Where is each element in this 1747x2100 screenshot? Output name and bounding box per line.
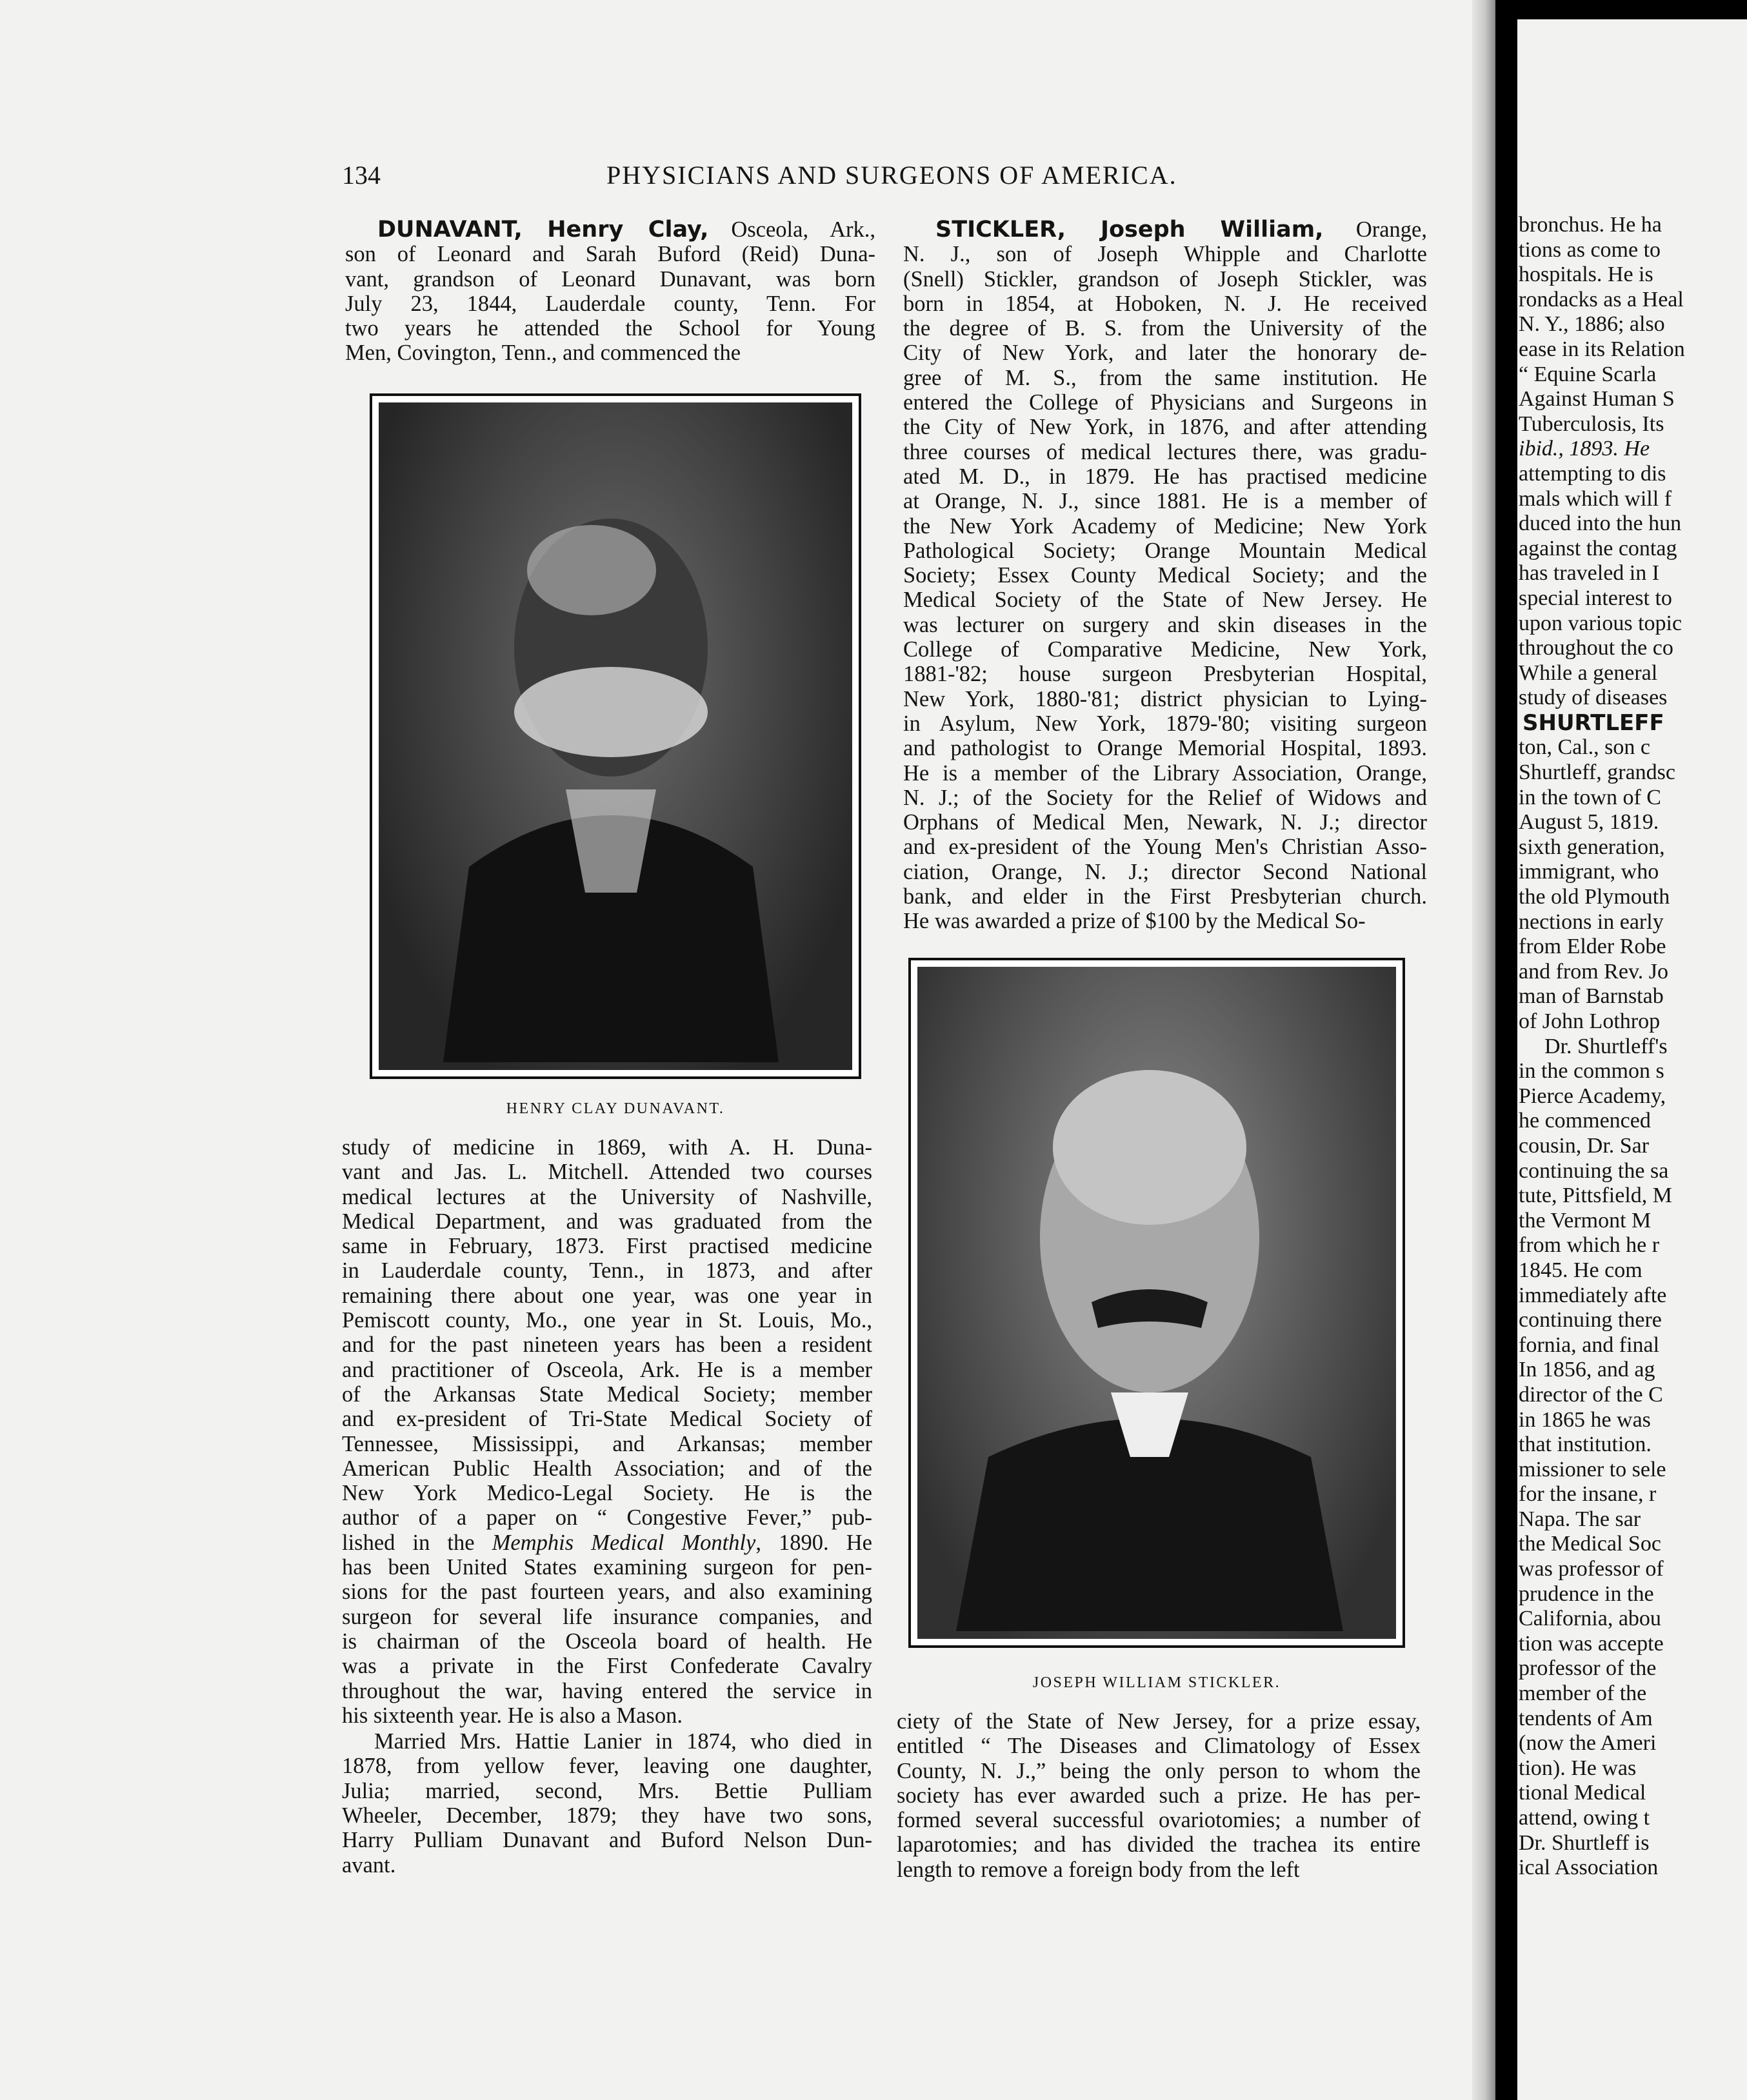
text-line: length to remove a foreign body from the left [897,1857,1300,1882]
portrait-photograph-icon [917,967,1396,1639]
text-line: and for the past nineteen years has been a resident [342,1332,872,1358]
text-line: Shurtleff, grandsc [1519,760,1675,785]
text-line: that institution. [1519,1432,1652,1457]
text-line: attend, owing t [1519,1806,1650,1830]
text-line: N. J., son of Joseph Whipple and Charlotte [903,242,1427,267]
text-line: in the common s [1519,1059,1664,1084]
dunavant-caption: HENRY CLAY DUNAVANT. [506,1100,725,1117]
text-line: and from Rev. Jo [1519,959,1668,984]
page-edge-mark [0,1780,49,1903]
text-line: from Elder Robe [1519,935,1666,959]
text-line: Tennessee, Mississippi, and Arkansas; member [342,1431,872,1456]
text-line: Medical Department, and was graduated from the [342,1209,872,1234]
text-line: continuing the sa [1519,1158,1669,1183]
text-line: and practitioner of Osceola, Ark. He is a member [342,1357,872,1382]
text-line: son of Leonard and Sarah Buford (Reid) Duna- [345,242,875,267]
text-line: against the contag [1519,536,1677,560]
text-line: of John Lothrop [1519,1009,1661,1033]
text-line: Napa. The sar [1519,1507,1641,1531]
text-line: from which he r [1519,1233,1660,1258]
dunavant-portrait [370,393,861,1079]
stickler-intro [903,217,1427,934]
text-line: Dr. Shurtleff's [1544,1034,1668,1058]
page-gutter [1472,0,1495,2100]
text-line: immigrant, who [1519,860,1659,884]
stickler-intro-lines [903,217,1427,934]
text-line: July 23, 1844, Lauderdale county, Tenn. For [345,291,875,316]
text-line: remaining there about one year, was one year in [342,1283,872,1308]
text-line: ton, Cal., son c [1519,735,1650,760]
text-line: ciety of the State of New Jersey, for a prize essay, [897,1709,1421,1734]
text-line: 1878, from yellow fever, leaving one daughter, [342,1754,872,1779]
text-line: avant. [342,1852,396,1877]
text-line: Harry Pulliam Dunavant and Buford Nelson Dun- [342,1828,872,1853]
text-line: Men, Covington, Tenn., and commenced the [345,341,741,366]
stickler-body [897,1709,1421,1882]
text-line: 1845. He com [1519,1258,1642,1282]
text-line: two years he attended the School for Young [345,316,875,341]
entry-name-heading: STICKLER, Joseph William, [935,217,1324,243]
text-line: tion was accepte [1519,1631,1664,1656]
text-line: tendents of Am [1519,1706,1653,1730]
text-line: sixth generation, [1519,835,1665,859]
text-line: throughout the co [1519,636,1673,660]
text-line: and ex-president of Tri-State Medical Society of [342,1407,872,1432]
text-line: in 1865 he was [1519,1407,1651,1432]
text-line: “ Equine Scarla [1519,362,1657,386]
text-line: the old Plymouth [1519,885,1670,909]
stickler-caption: JOSEPH WILLIAM STICKLER. [1032,1674,1281,1691]
text-line: California, abou [1519,1607,1661,1631]
text-line: author of a paper on “ Congestive Fever,” pub- [342,1505,872,1530]
text-line: laparotomies; and has divided the trachea its entire [897,1832,1421,1857]
text-line: tute, Pittsfield, M [1519,1184,1672,1208]
text-line: bronchus. He ha [1519,213,1662,237]
page-number: 134 [342,161,381,190]
text-line: of the Arkansas State Medical Society; member [342,1382,872,1407]
text-line: SHURTLEFF [1522,709,1664,736]
text-line: same in February, 1873. First practised medicine [342,1234,872,1259]
text-line: throughout the war, having entered the service in [342,1678,872,1703]
text-line: hospitals. He is [1519,262,1653,287]
text-line: Tuberculosis, Its [1519,411,1664,436]
text-line: the degree of B. S. from the University of the [903,316,1427,341]
text-line: He is a member of the Library Association, Orange, [903,760,1427,786]
text-line: tion). He was [1519,1756,1637,1780]
text-line: mals which will f [1519,486,1672,511]
text-line: lished in the Memphis Medical Monthly, 1890. He [342,1530,872,1555]
text-line: three courses of medical lectures there, was gradu- [903,439,1427,464]
text-line: vant, grandson of Leonard Dunavant, was born [345,266,875,292]
dunavant-marriage-lines [342,1729,872,1877]
text-line: Pathological Society; Orange Mountain Medical [903,538,1427,563]
text-line: upon various topic [1519,611,1682,635]
text-line: was a private in the First Confederate Cavalry [342,1654,872,1679]
text-line: study of diseases [1519,686,1668,710]
text-line: Dr. Shurtleff is [1519,1830,1650,1855]
journal-title: Memphis Medical Monthly [492,1530,756,1555]
book-page-right [1517,19,1747,2100]
text-line: 1881-'82; house surgeon Presbyterian Hospital, [903,662,1427,687]
text-line: for the insane, r [1519,1482,1657,1507]
text-line: vant and Jas. L. Mitchell. Attended two courses [342,1160,872,1185]
text-line: ical Association [1519,1856,1659,1880]
text-line: formed several successful ovariotomies; a number of [897,1808,1421,1833]
text-line: born in 1854, at Hoboken, N. J. He received [903,291,1427,316]
text-line: bank, and elder in the First Presbyterian church. [903,884,1427,909]
text-line: in Asylum, New York, 1879-'80; visiting surgeon [903,711,1427,736]
entry-name-heading: DUNAVANT, Henry Clay, [377,217,709,243]
text-line: medical lectures at the University of Nashville, [342,1184,872,1209]
text-line: the Vermont M [1519,1208,1652,1233]
text-line: Against Human S [1519,387,1675,411]
text-line: member of the [1519,1681,1647,1706]
text-line: surgeon for several life insurance companies, and [342,1604,872,1629]
text-line: In 1856, and ag [1519,1358,1655,1382]
text-line: duced into the hun [1519,511,1682,536]
text-line: Wheeler, December, 1879; they have two sons, [342,1803,872,1828]
text-line: Medical Society of the State of New Jersey. He [903,588,1427,613]
portrait-photograph-icon [379,402,852,1070]
dunavant-body [342,1135,872,1877]
dunavant-body-lines [342,1135,872,1728]
running-title: PHYSICIANS AND SURGEONS OF AMERICA. [606,161,1177,190]
text-line: in the town of C [1519,785,1661,809]
text-line: rondacks as a Heal [1519,287,1684,312]
text-line: gree of M. S., from the same institution. He [903,365,1427,390]
text-line: New York Medico-Legal Society. He is the [342,1481,872,1506]
stickler-body-lines [897,1709,1421,1882]
text-line: entered the College of Physicians and Surgeons in [903,390,1427,415]
text-line: he commenced [1519,1109,1651,1133]
text-line: (now the Ameri [1519,1731,1657,1756]
text-line: tions as come to [1519,237,1661,262]
text-line: study of medicine in 1869, with A. H. Duna- [342,1135,872,1160]
text-line: Pemiscott county, Mo., one year in St. Louis, Mo., [342,1308,872,1333]
text-line: at Orange, N. J., since 1881. He is a member of [903,489,1427,514]
text-line: DUNAVANT, Henry Clay, Osceola, Ark., [377,217,875,243]
text-line: director of the C [1519,1382,1663,1407]
text-line: sions for the past fourteen years, and also examining [342,1580,872,1605]
text-line: has been United States examining surgeon for pen- [342,1555,872,1580]
text-line: ated M. D., in 1879. He has practised medicine [903,464,1427,489]
text-line: He was awarded a prize of $100 by the Medical So- [903,909,1366,934]
text-line: the Medical Soc [1519,1532,1661,1556]
text-line: was professor of [1519,1557,1664,1581]
text-line: was lecturer on surgery and skin diseases in the [903,612,1427,637]
text-line: the New York Academy of Medicine; New York [903,513,1427,539]
text-line: attempting to dis [1519,461,1666,486]
text-line: ibid., 1893. He [1519,437,1650,461]
text-line: STICKLER, Joseph William, Orange, [935,217,1427,243]
text-line: special interest to [1519,586,1672,610]
text-line: ease in its Relation [1519,337,1685,361]
text-line: Society; Essex County Medical Society; and the [903,563,1427,588]
text-line: New York, 1880-'81; district physician to Lying- [903,686,1427,711]
text-line: American Public Health Association; and of the [342,1456,872,1481]
text-line: College of Comparative Medicine, New York, [903,637,1427,662]
text-line: immediately afte [1519,1283,1667,1307]
text-line: has traveled in I [1519,561,1660,586]
facing-page-text [1519,213,1747,1881]
text-line: N. J.; of the Society for the Relief of Widows and [903,785,1427,810]
text-line: fornia, and final [1519,1332,1660,1357]
text-line: Orphans of Medical Men, Newark, N. J.; director [903,810,1427,835]
text-line: man of Barnstab [1519,984,1664,1009]
text-line: prudence in the [1519,1581,1654,1606]
text-line: Pierce Academy, [1519,1084,1666,1108]
text-line: ciation, Orange, N. J.; director Second National [903,859,1427,884]
dunavant-intro [345,217,875,366]
text-line: in Lauderdale county, Tenn., in 1873, and after [342,1258,872,1283]
text-line: his sixteenth year. He is also a Mason. [342,1703,683,1728]
text-line: August 5, 1819. [1519,810,1659,835]
text-line: cousin, Dr. Sar [1519,1133,1650,1158]
text-line: tional Medical [1519,1781,1646,1805]
dunavant-intro-lines [345,217,875,366]
text-line: continuing there [1519,1308,1662,1332]
text-line: and ex-president of the Young Men's Christian Asso- [903,835,1427,860]
text-line: missioner to sele [1519,1457,1666,1481]
text-line: County, N. J.,” being the only person to whom the [897,1758,1421,1783]
text-line: nections in early [1519,909,1664,934]
text-line: society has ever awarded such a prize. He has per- [897,1783,1421,1808]
text-line: Julia; married, second, Mrs. Bettie Pulliam [342,1778,872,1803]
stickler-portrait [908,958,1405,1648]
text-line: entitled “ The Diseases and Climatology of Essex [897,1734,1421,1759]
text-line: N. Y., 1886; also [1519,312,1665,337]
text-line: City of New York, and later the honorary de- [903,341,1427,366]
text-line: is chairman of the Osceola board of health. He [342,1629,872,1654]
text-line: the City of New York, in 1876, and after attending [903,415,1427,440]
text-line: Married Mrs. Hattie Lanier in 1874, who died in [374,1729,872,1754]
text-line: professor of the [1519,1656,1657,1681]
text-line: and pathologist to Orange Memorial Hospital, 1893. [903,736,1427,761]
text-line: While a general [1519,660,1658,685]
text-line: (Snell) Stickler, grandson of Joseph Stickler, was [903,266,1427,292]
